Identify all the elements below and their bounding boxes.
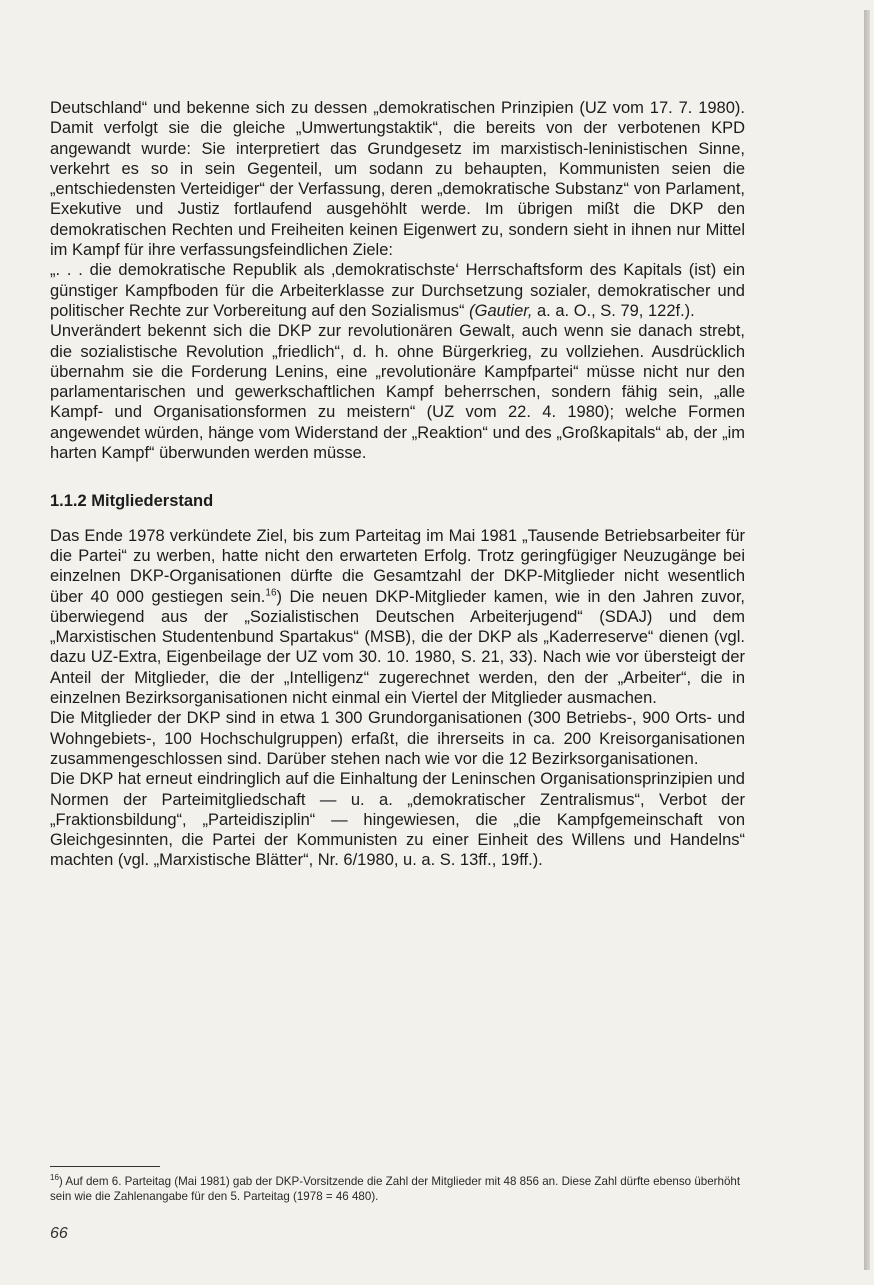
quote-paragraph <box>50 260 745 321</box>
body-text <box>50 98 745 871</box>
quote-source-author: (Gautier, <box>469 301 533 320</box>
footnote-number: 16 <box>50 1173 59 1183</box>
footnote <box>50 1174 745 1204</box>
paragraph-4: Die Mitglieder der DKP sind in etwa 1 300 Grundorganisationen (300 Betriebs-, 900 Orts- und Wohngebiets-, 100 Hochschulgruppen) erfaßt, die ihrerseits in ca. 200 Kreisorganisationen zusammengeschlossen sind. Darüber stehen nach wie vor die 12 Bezirksorganisationen. <box>50 709 745 768</box>
footnote-reference: 16 <box>265 587 277 599</box>
footnote-rule <box>50 1166 160 1167</box>
quote-source-ref: a. a. O., S. 79, 122f.). <box>532 301 695 320</box>
page-number: 66 <box>50 1225 68 1242</box>
paragraph-2: Unverändert bekennt sich die DKP zur revolutionären Gewalt, auch wenn sie danach strebt, die sozialistische Revolution „friedlich“, d. h. ohne Bürgerkrieg, zu vollziehen. Ausdrücklich übernahm sie die Forderung Lenins, eine „revolutionäre Kampfpartei“ müsse nicht nur den parlamentarischen und gewerkschaftlichen Kampf beherrschen, sondern fähig sein, „alle Kampf- und Organisationsformen zu meistern“ (UZ vom 22. 4. 1980); welche Formen angewendet würden, hänge vom Widerstand der „Reaktion“ und des „Großkapitals“ ab, der „im harten Kampf“ überwunden werden müsse. <box>50 322 745 463</box>
paragraph-3: Das Ende 1978 verkündete Ziel, bis zum Parteitag im Mai 1981 „Tausende Betriebsarbeiter für die Partei“ zu werben, hatte nicht den erwarteten Erfolg. Trotz geringfügiger Neuzugänge bei einzelnen DKP-Organisationen dürfte die Gesamtzahl der DKP-Mitglieder nicht wesentlich über 40 000 gestiegen sein.$^{16}$) Die neuen DKP-Mitglieder kamen, wie in den Jahren zuvor, überwiegend aus der „Sozialistischen Deutschen Arbeiterjugend“ (SDAJ) und dem „Marxistischen Studentenbund Spartakus“ (MSB), die der DKP als „Kaderreserve“ dienen (vgl. dazu UZ-Extra, Eigenbeilage der UZ vom 30. 10. 1980, S. 21, 33). Nach wie vor übersteigt der Anteil der Mitglieder, die der „Intelligenz“ zugerechnet werden, den der „Arbeiter“, die in einzelnen Bezirksorganisationen nicht einmal ein Viertel der Mitglieder ausmachen. <box>50 526 745 708</box>
paragraph-5: Die DKP hat erneut eindringlich auf die Einhaltung der Leninschen Organisationsprinzipien und Normen der Parteimitgliedschaft — u. a. „demokratischer Zentralismus“, Verbot der „Fraktionsbildung“, „Parteidisziplin“ — hingewiesen, die „die Kampfgemeinschaft von Gleichgesinnten, die Partei der Kommunisten zu einer Einheit des Willens und Handelns“ machten (vgl. „Marxistische Blätter“, Nr. 6/1980, u. a. S. 13ff., 19ff.). <box>50 770 745 870</box>
quote-text: „. . . die demokratische Republik als ‚demokratischste‘ Herrschaftsform des Kapitals (ist) ein günstiger Kampfboden für die Arbeiterklasse zur Durchsetzung sozialer, demokratischer und politischer Rechte zur Vorbereitung auf den Sozialismus“ <box>50 261 745 320</box>
section-heading: 1.1.2 Mitgliederstand <box>50 492 214 511</box>
footnote-text: ) Auf dem 6. Parteitag (Mai 1981) gab der DKP-Vorsitzende die Zahl der Mitglieder mit 48 856 an. Diese Zahl dürfte ebenso überhöht sein wie die Zahlenangabe für den 5. Parteitag (1978 = 46 480). <box>50 1175 741 1203</box>
paragraph-1: Deutschland“ und bekenne sich zu dessen „demokratischen Prinzipien (UZ vom 17. 7. 1980). Damit verfolgt sie die gleiche „Umwertungstaktik“, die bereits von der verbotenen KPD angewandt wurde: Sie interpretiert das Grundgesetz im marxistisch-leninistischen Sinne, verkehrt es so in sein Gegenteil, um sodann zu behaupten, Kommunisten seien die „entschiedensten Verteidiger“ der Verfassung, deren „demokratische Substanz“ von Parlament, Exekutive und Justiz fortlaufend ausgehöhlt werde. Im übrigen mißt die DKP den demokratischen Rechten und Freiheiten keinen Eigenwert zu, sondern sieht in ihnen nur Mittel im Kampf für ihre verfassungsfeindlichen Ziele: <box>50 99 745 260</box>
page-edge-shadow <box>864 10 870 1270</box>
